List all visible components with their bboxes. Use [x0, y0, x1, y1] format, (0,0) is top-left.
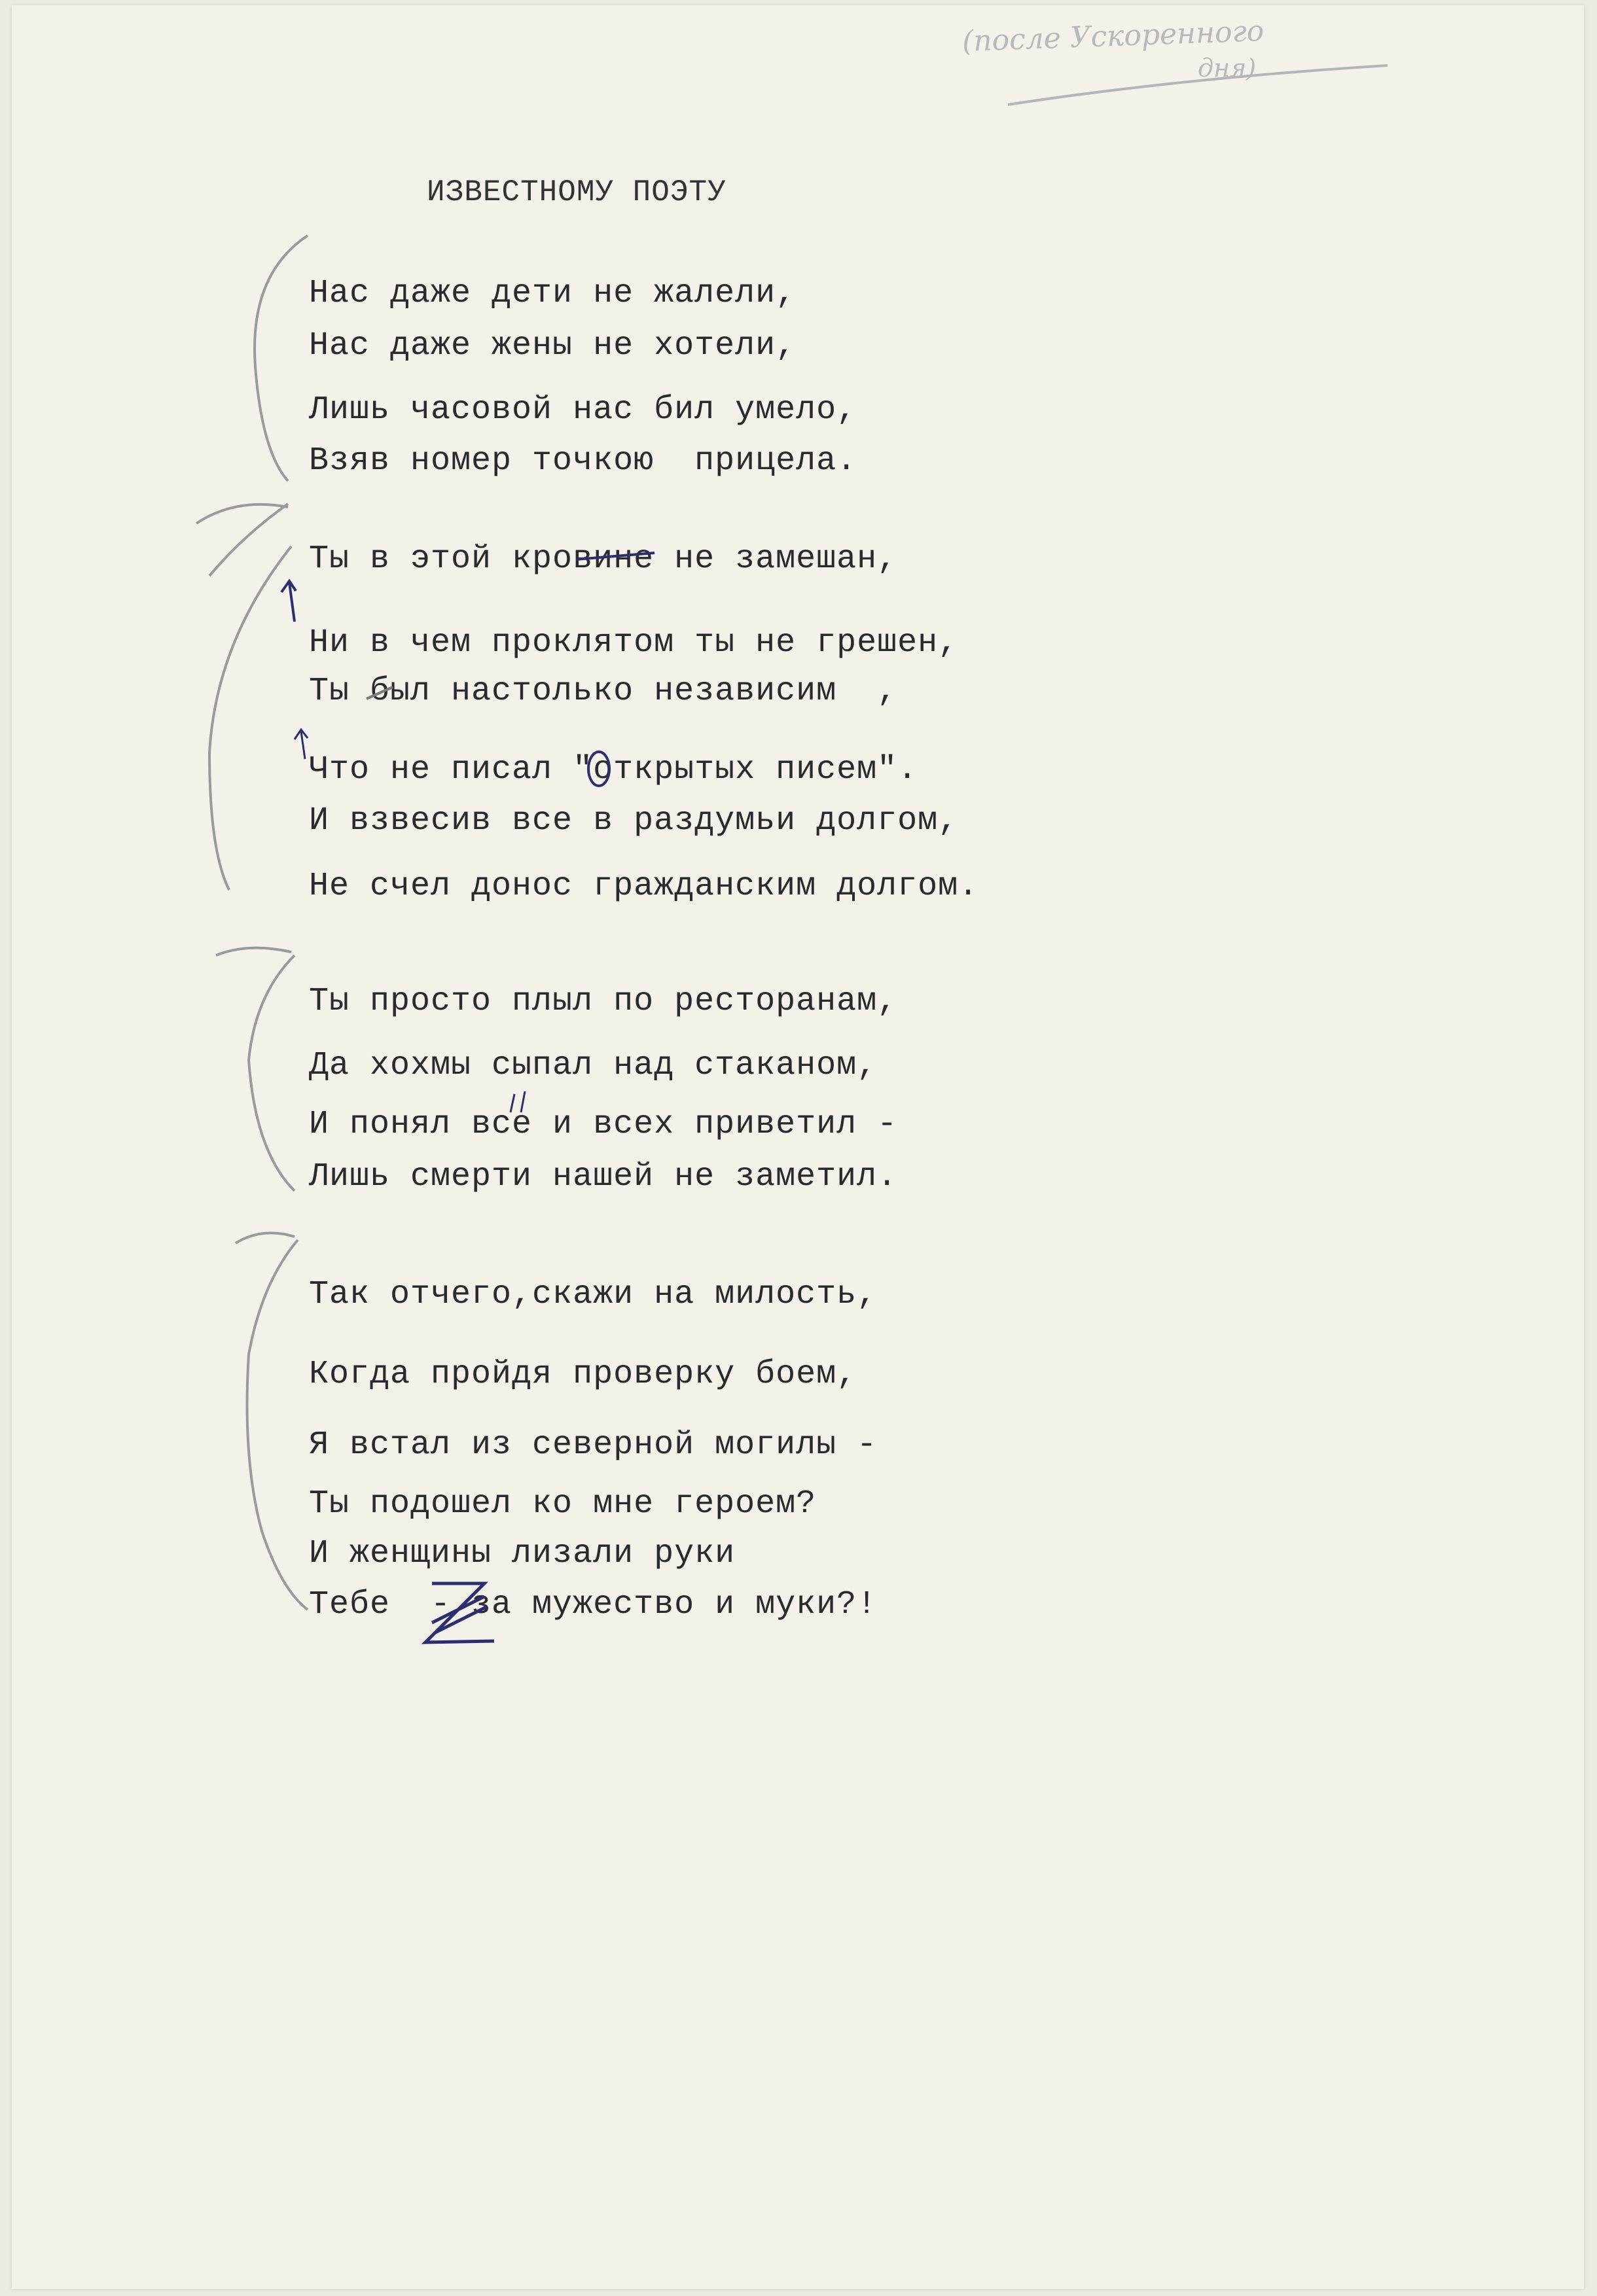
poem-line: Что не писал "открытых писем". — [309, 751, 918, 788]
poem-line: Тебе - за мужество и муки?! — [309, 1586, 878, 1623]
poem-line: Ты просто плыл по ресторанам, — [309, 983, 898, 1020]
poem-line: И женщины лизали руки — [309, 1535, 736, 1572]
poem-line: И взвесив все в раздумьи долгом, — [309, 802, 959, 839]
poem-line: Когда пройдя проверку боем, — [309, 1356, 857, 1393]
poem-line: Я встал из северной могилы - — [309, 1426, 878, 1464]
handwritten-note-top: (после Ускоренного — [961, 14, 1265, 59]
poem-title: ИЗВЕСТНОМУ ПОЭТУ — [427, 175, 727, 209]
poem-line: Ни в чем проклятом ты не грешен, — [309, 624, 959, 662]
poem-line: Нас даже дети не жалели, — [309, 275, 797, 312]
handwritten-note-bottom: дня) — [1198, 54, 1257, 82]
poem-line: Взяв номер точкою прицела. — [309, 442, 857, 480]
poem-line: Не счел донос гражданским долгом. — [309, 868, 979, 905]
paper-sheet — [12, 5, 1584, 2289]
poem-line: Лишь часовой нас бил умело, — [309, 391, 857, 429]
poem-line: Да хохмы сыпал над стаканом, — [309, 1047, 878, 1084]
poem-line: Лишь смерти нашей не заметил. — [309, 1158, 898, 1195]
poem-line: Так отчего,скажи на милость, — [309, 1276, 878, 1313]
poem-line: Ты в этой кровине не замешан, — [309, 540, 898, 578]
poem-line: Ты подошел ко мне героем? — [309, 1485, 817, 1523]
poem-line: И понял все и всех приветил - — [309, 1106, 898, 1143]
poem-line: Ты был настолько независим , — [309, 673, 898, 710]
poem-line: Нас даже жены не хотели, — [309, 327, 797, 364]
